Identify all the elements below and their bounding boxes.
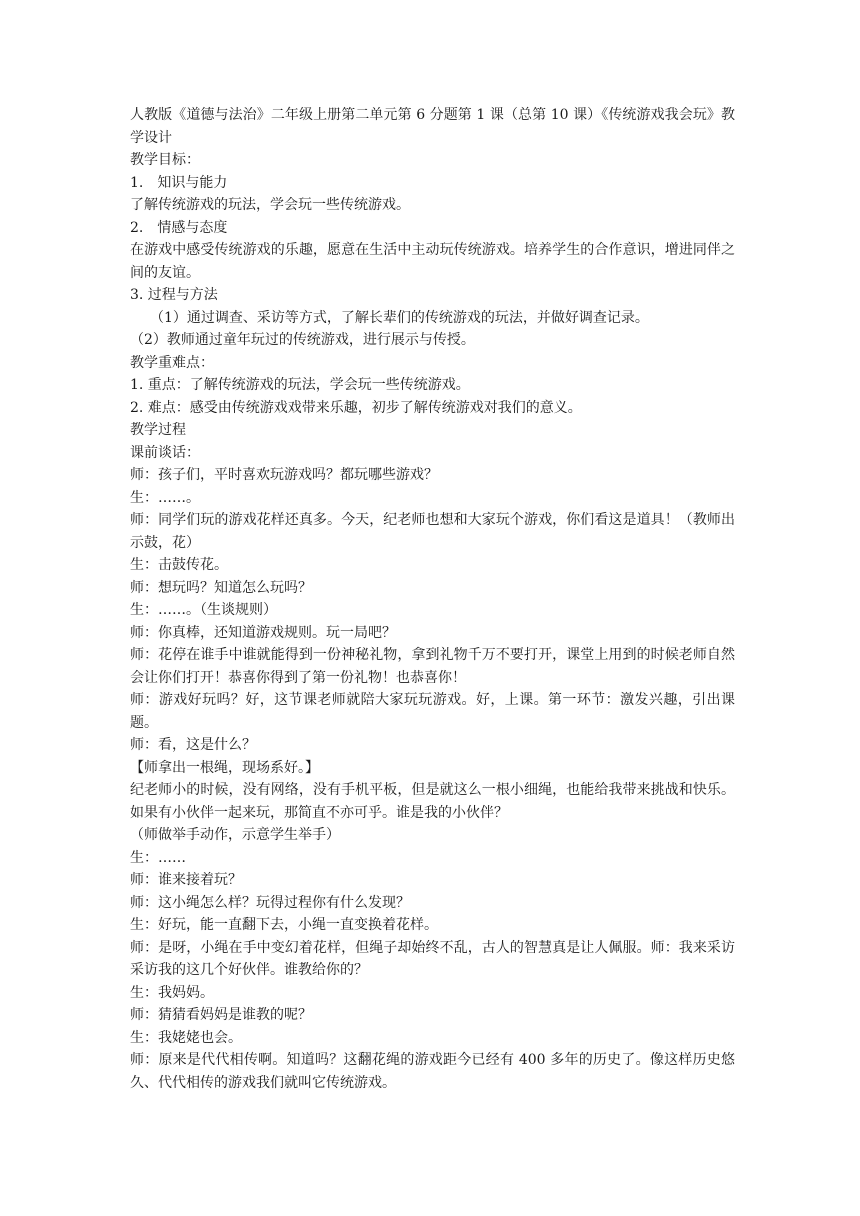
stage-direction: 【师拿出一根绳，现场系好。】 (130, 759, 319, 776)
dialogue-line: 师：孩子们，平时喜欢玩游戏吗？都玩哪些游戏？ (130, 467, 438, 483)
goal-text-2: 在游戏中感受传统游戏的乐趣，愿意在生活中主动玩传统游戏。培养学生的合作意识，增进同伴之间的友谊。 (130, 242, 735, 281)
dialogue-line: 师：谁来接着玩？ (130, 872, 242, 888)
dialogue-line: 生：……。 (130, 489, 200, 506)
dialogue-line: 生：……。（生谈规则） (130, 602, 277, 618)
dialogue-line: 生：…… (130, 849, 186, 866)
goal-heading-1: 1. 知识与能力 (130, 174, 228, 191)
dialogue-line: 师：原来是代代相传啊。知道吗？这翻花绳的游戏距今已经有 400 多年的历史了。像这样历史悠久、代代相传的游戏我们就叫它传统游戏。 (130, 1052, 735, 1091)
keypoint-1: 1. 重点：了解传统游戏的玩法，学会玩一些传统游戏。 (130, 377, 470, 393)
section-heading-process: 教学过程 (130, 422, 186, 438)
dialogue-line: 师：猜猜看妈妈是谁教的呢？ (130, 1007, 312, 1023)
dialogue-line: 生：击鼓传花。 (130, 557, 228, 573)
dialogue-line: 生：我姥姥也会。 (130, 1029, 242, 1046)
dialogue-line: 师：花停在谁手中谁就能得到一份神秘礼物，拿到礼物千万不要打开，课堂上用到的时候老师自然会让你们打开！恭喜你得到了第一份礼物！也恭喜你！ (130, 647, 735, 686)
dialogue-line: 师：同学们玩的游戏花样还真多。今天，纪老师也想和大家玩个游戏，你们看这是道具！（教师出示鼓，花） (130, 512, 735, 551)
dialogue-line: 师：看，这是什么？ (130, 737, 256, 753)
dialogue-line: 师：想玩吗？知道怎么玩吗？ (130, 579, 312, 596)
document-page (130, 104, 735, 1094)
section-heading-goals: 教学目标： (130, 152, 200, 168)
goal-text-1: 了解传统游戏的玩法，学会玩一些传统游戏。 (130, 197, 410, 213)
dialogue-line: 生：我妈妈。 (130, 984, 214, 1001)
pre-class-talk-heading: 课前谈话： (130, 444, 200, 461)
dialogue-line: 师：是呀，小绳在手中变幻着花样，但绳子却始终不乱，古人的智慧真是让人佩服。师：我来采访采访我的这几个好伙伴。谁教给你的？ (130, 939, 735, 978)
stage-direction: （师做举手动作，示意学生举手） (130, 827, 340, 843)
goal-text-3a: （1）通过调查、采访等方式，了解长辈们的传统游戏的玩法，并做好调查记录。 (150, 309, 649, 326)
dialogue-line: 生：好玩，能一直翻下去，小绳一直变换着花样。 (130, 917, 438, 933)
dialogue-line: 纪老师小的时候，没有网络，没有手机平板，但是就这么一根小细绳，也能给我带来挑战和快乐。如果有小伙伴一起来玩，那简直不亦可乎。谁是我的小伙伴？ (130, 782, 735, 821)
dialogue-line: 师：你真棒，还知道游戏规则。玩一局吧？ (130, 624, 396, 641)
document-title: 人教版《道德与法治》二年级上册第二单元第 6 分题第 1 课（总第 10 课）《传统游戏我会玩》教学设计 (130, 107, 735, 146)
dialogue-line: 师：这小绳怎么样？玩得过程你有什么发现？ (130, 894, 410, 911)
dialogue-line: 师：游戏好玩吗？好，这节课老师就陪大家玩玩游戏。好，上课。第一环节：激发兴趣，引出课题。 (130, 692, 735, 731)
section-heading-keypoints: 教学重难点： (130, 354, 214, 371)
goal-text-3b: （2）教师通过童年玩过的传统游戏，进行展示与传授。 (130, 332, 475, 348)
goal-heading-2: 2. 情感与态度 (130, 219, 228, 236)
keypoint-2: 2. 难点：感受由传统游戏戏带来乐趣，初步了解传统游戏对我们的意义。 (130, 399, 582, 416)
goal-heading-3: 3. 过程与方法 (130, 287, 218, 303)
